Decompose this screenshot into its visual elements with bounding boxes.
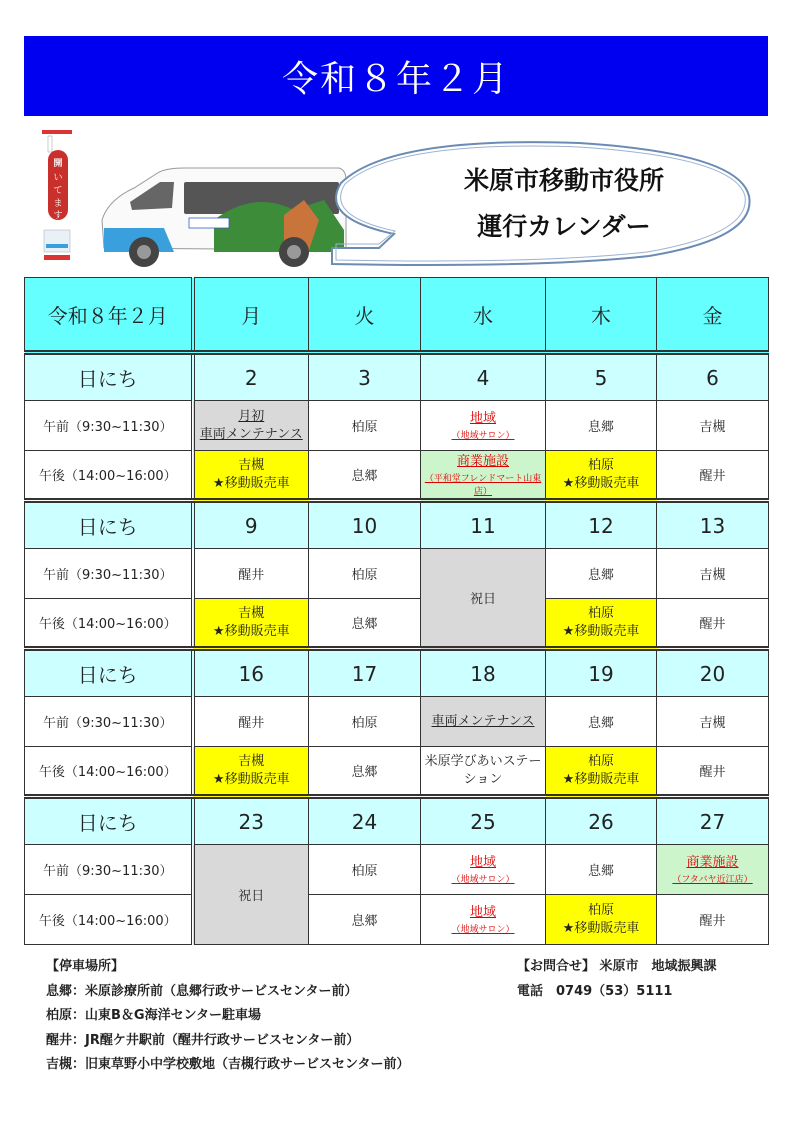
date-cell: 5 [546, 353, 657, 401]
svg-text:す: す [53, 211, 63, 221]
stop-locations-heading: 【停車場所】 [46, 959, 125, 974]
date-cell: 23 [193, 797, 309, 845]
schedule-cell-commercial[interactable]: 商業施設 （平和堂フレンドマート山東店） [421, 451, 546, 501]
date-cell: 25 [421, 797, 546, 845]
schedule-cell-mobile-sales: 吉槻 ★移動販売車 [193, 599, 309, 649]
contact-info [517, 955, 717, 1004]
schedule-cell-community[interactable]: 地域 （地域サロン） [421, 845, 546, 895]
schedule-cell: 息郷 [546, 401, 657, 451]
date-row-label: 日にち [25, 797, 193, 845]
svg-text:い: い [53, 173, 63, 183]
pm-label: 午後（14:00~16:00） [25, 451, 193, 501]
holiday-cell: 祝日 [193, 845, 309, 945]
svg-text:て: て [53, 186, 63, 196]
week1-pm-row [25, 451, 769, 501]
open-flag-icon [42, 130, 74, 265]
schedule-cell: 柏原 [309, 549, 421, 599]
date-cell: 13 [657, 501, 769, 549]
operation-calendar-table [24, 277, 769, 945]
schedule-cell: 息郷 [309, 895, 421, 945]
date-cell: 10 [309, 501, 421, 549]
schedule-cell-community[interactable]: 地域 （地域サロン） [421, 895, 546, 945]
week4-pm-row [25, 895, 769, 945]
pm-label: 午後（14:00~16:00） [25, 599, 193, 649]
pm-label: 午後（14:00~16:00） [25, 747, 193, 797]
bubble-title [404, 158, 724, 250]
weekday-mon: 月 [193, 278, 309, 353]
schedule-cell: 吉槻 [657, 549, 769, 599]
schedule-cell: 醒井 [657, 599, 769, 649]
schedule-cell: 息郷 [546, 845, 657, 895]
weekday-thu: 木 [546, 278, 657, 353]
week2-am-row [25, 549, 769, 599]
week3-am-row [25, 697, 769, 747]
weekday-tue: 火 [309, 278, 421, 353]
schedule-cell: 柏原 [309, 697, 421, 747]
banner-title: 令和８年２月 [281, 58, 510, 100]
date-cell: 17 [309, 649, 421, 697]
schedule-cell-maintenance: 車両メンテナンス [421, 697, 546, 747]
schedule-cell-maintenance: 月初 車両メンテナンス [193, 401, 309, 451]
week3-pm-row [25, 747, 769, 797]
month-banner [24, 36, 768, 116]
hero-illustration [24, 120, 768, 270]
week4-am-row [25, 845, 769, 895]
week2-date-row [25, 501, 769, 549]
date-cell: 16 [193, 649, 309, 697]
am-label: 午前（9:30~11:30） [25, 401, 193, 451]
schedule-cell: 息郷 [309, 451, 421, 501]
date-cell: 18 [421, 649, 546, 697]
weekday-wed: 水 [421, 278, 546, 353]
am-label: 午前（9:30~11:30） [25, 697, 193, 747]
date-cell: 12 [546, 501, 657, 549]
date-cell: 6 [657, 353, 769, 401]
bubble-title-line1: 米原市移動市役所 [463, 166, 664, 195]
schedule-cell: 醒井 [657, 451, 769, 501]
date-cell: 19 [546, 649, 657, 697]
date-row-label: 日にち [25, 501, 193, 549]
date-cell: 27 [657, 797, 769, 845]
pm-label: 午後（14:00~16:00） [25, 895, 193, 945]
schedule-cell: 吉槻 [657, 697, 769, 747]
date-cell: 3 [309, 353, 421, 401]
stop-item: 息郷：米原診療所前（息郷行政サービスセンター前） [46, 983, 358, 999]
schedule-cell: 息郷 [309, 599, 421, 649]
week4-date-row [25, 797, 769, 845]
week1-am-row [25, 401, 769, 451]
stop-item: 柏原：山東B＆G海洋センター駐車場 [46, 1008, 262, 1023]
schedule-cell: 柏原 [309, 845, 421, 895]
mobile-office-van-icon [94, 160, 354, 268]
schedule-cell-mobile-sales: 柏原 ★移動販売車 [546, 451, 657, 501]
schedule-cell-mobile-sales: 柏原 ★移動販売車 [546, 895, 657, 945]
weekday-fri: 金 [657, 278, 769, 353]
schedule-cell: 吉槻 [657, 401, 769, 451]
am-label: 午前（9:30~11:30） [25, 845, 193, 895]
contact-department: 【お問合せ】 米原市 地域振興課 [517, 959, 717, 974]
svg-text:開: 開 [53, 159, 63, 169]
schedule-cell: 息郷 [546, 697, 657, 747]
date-cell: 11 [421, 501, 546, 549]
date-cell: 20 [657, 649, 769, 697]
schedule-cell: 醒井 [193, 549, 309, 599]
schedule-cell-commercial[interactable]: 商業施設 （フタバヤ近江店） [657, 845, 769, 895]
date-cell: 2 [193, 353, 309, 401]
schedule-cell: 醒井 [657, 895, 769, 945]
corner-label: 令和８年２月 [25, 278, 193, 353]
schedule-cell-mobile-sales: 吉槻 ★移動販売車 [193, 747, 309, 797]
schedule-cell: 醒井 [193, 697, 309, 747]
stop-item: 醒井：JR醒ケ井駅前（醒井行政サービスセンター前） [46, 1032, 360, 1048]
am-label: 午前（9:30~11:30） [25, 549, 193, 599]
date-cell: 9 [193, 501, 309, 549]
stop-item: 吉槻：旧東草野小中学校敷地（吉槻行政サービスセンター前） [46, 1057, 410, 1072]
week2-pm-row [25, 599, 769, 649]
date-row-label: 日にち [25, 353, 193, 401]
week3-date-row [25, 649, 769, 697]
schedule-cell-mobile-sales: 柏原 ★移動販売車 [546, 599, 657, 649]
schedule-cell: 息郷 [546, 549, 657, 599]
schedule-cell: 米原学びあいステー ション [421, 747, 546, 797]
date-cell: 4 [421, 353, 546, 401]
week1-date-row [25, 353, 769, 401]
date-cell: 24 [309, 797, 421, 845]
bubble-title-line2: 運行カレンダー [477, 212, 651, 241]
date-row-label: 日にち [25, 649, 193, 697]
schedule-cell-mobile-sales: 吉槻 ★移動販売車 [193, 451, 309, 501]
schedule-cell: 醒井 [657, 747, 769, 797]
svg-text:ま: ま [53, 199, 63, 209]
stop-locations [46, 955, 409, 1078]
contact-phone: 電話 0749（53）5111 [517, 983, 673, 999]
holiday-cell: 祝日 [421, 549, 546, 649]
date-cell: 26 [546, 797, 657, 845]
schedule-cell-mobile-sales: 柏原 ★移動販売車 [546, 747, 657, 797]
weekday-header-row [25, 278, 769, 353]
schedule-cell: 柏原 [309, 401, 421, 451]
schedule-cell-community[interactable]: 地域 （地域サロン） [421, 401, 546, 451]
schedule-cell: 息郷 [309, 747, 421, 797]
